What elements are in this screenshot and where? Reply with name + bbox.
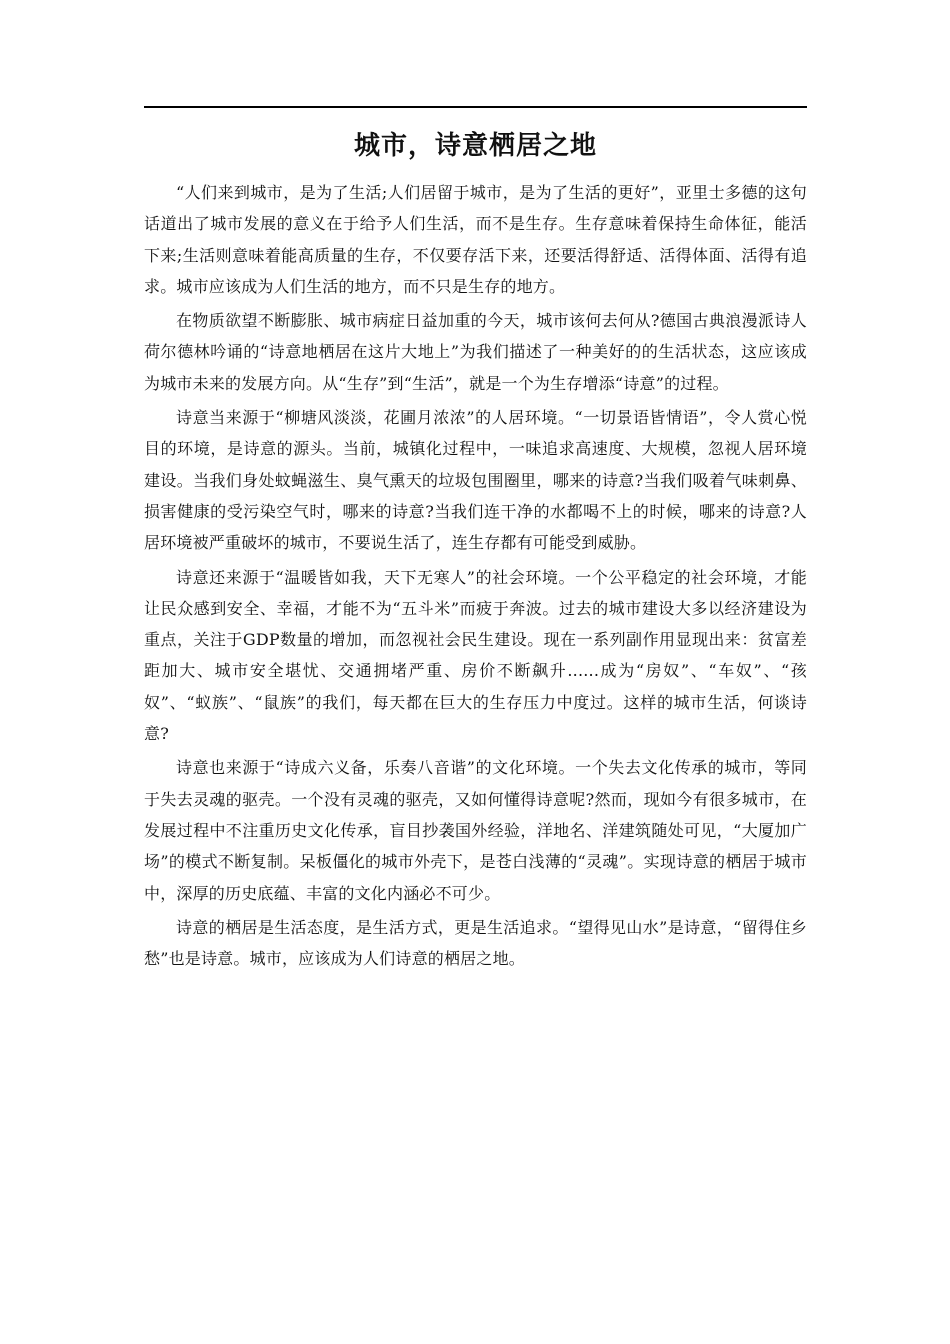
paragraph-6: 诗意的栖居是生活态度，是生活方式，更是生活追求。“望得见山水”是诗意，“留得住乡愁”也是诗意。城市，应该成为人们诗意的栖居之地。: [144, 917, 807, 969]
document-body: [144, 177, 807, 977]
header-rule: [144, 106, 807, 108]
paragraph-3: 诗意当来源于“柳塘风淡淡，花圃月浓浓”的人居环境。“一切景语皆情语”，令人赏心悦目的环境，是诗意的源头。当前，城镇化过程中，一味追求高速度、大规模，忽视人居环境建设。当我们身处蚊蝇滋生、臭气熏天的垃圾包围圈里，哪来的诗意?当我们吸着气味刺鼻、损害健康的受污染空气时，哪来的诗意?当我们连干净的水都喝不上的时候，哪来的诗意?人居环境被严重破坏的城市，不要说生活了，连生存都有可能受到威胁。: [144, 408, 807, 553]
paragraph-1: “人们来到城市，是为了生活;人们居留于城市，是为了生活的更好”，亚里士多德的这句话道出了城市发展的意义在于给予人们生活，而不是生存。生存意味着保持生命体征，能活下来;生活则意味着能高质量的生存，不仅要存活下来，还要活得舒适、活得体面、活得有追求。城市应该成为人们生活的地方，而不只是生存的地方。: [144, 183, 807, 296]
paragraph-2: 在物质欲望不断膨胀、城市病症日益加重的今天，城市该何去何从?德国古典浪漫派诗人荷尔德林吟诵的“诗意地栖居在这片大地上”为我们描述了一种美好的的生活状态，这应该成为城市未来的发展方向。从“生存”到“生活”，就是一个为生存增添“诗意”的过程。: [144, 311, 807, 393]
paragraph-4: 诗意还来源于“温暖皆如我，天下无寒人”的社会环境。一个公平稳定的社会环境，才能让民众感到安全、幸福，才能不为“五斗米”而疲于奔波。过去的城市建设大多以经济建设为重点，关注于GDP数量的增加，而忽视社会民生建设。现在一系列副作用显现出来：贫富差距加大、城市安全堪忧、交通拥堵严重、房价不断飙升......成为“房奴”、“车奴”、“孩奴”、“蚁族”、“鼠族”的我们，每天都在巨大的生存压力中度过。这样的城市生活，何谈诗意?: [144, 567, 807, 744]
paragraph-5: 诗意也来源于“诗成六义备，乐奏八音谐”的文化环境。一个失去文化传承的城市，等同于失去灵魂的驱壳。一个没有灵魂的驱壳，又如何懂得诗意呢?然而，现如今有很多城市，在发展过程中不注重历史文化传承，盲目抄袭国外经验，洋地名、洋建筑随处可见，“大厦加广场”的模式不断复制。呆板僵化的城市外壳下，是苍白浅薄的“灵魂”。实现诗意的栖居于城市中，深厚的历史底蕴、丰富的文化内涵必不可少。: [144, 758, 807, 903]
document-title: 城市，诗意栖居之地: [353, 131, 597, 161]
